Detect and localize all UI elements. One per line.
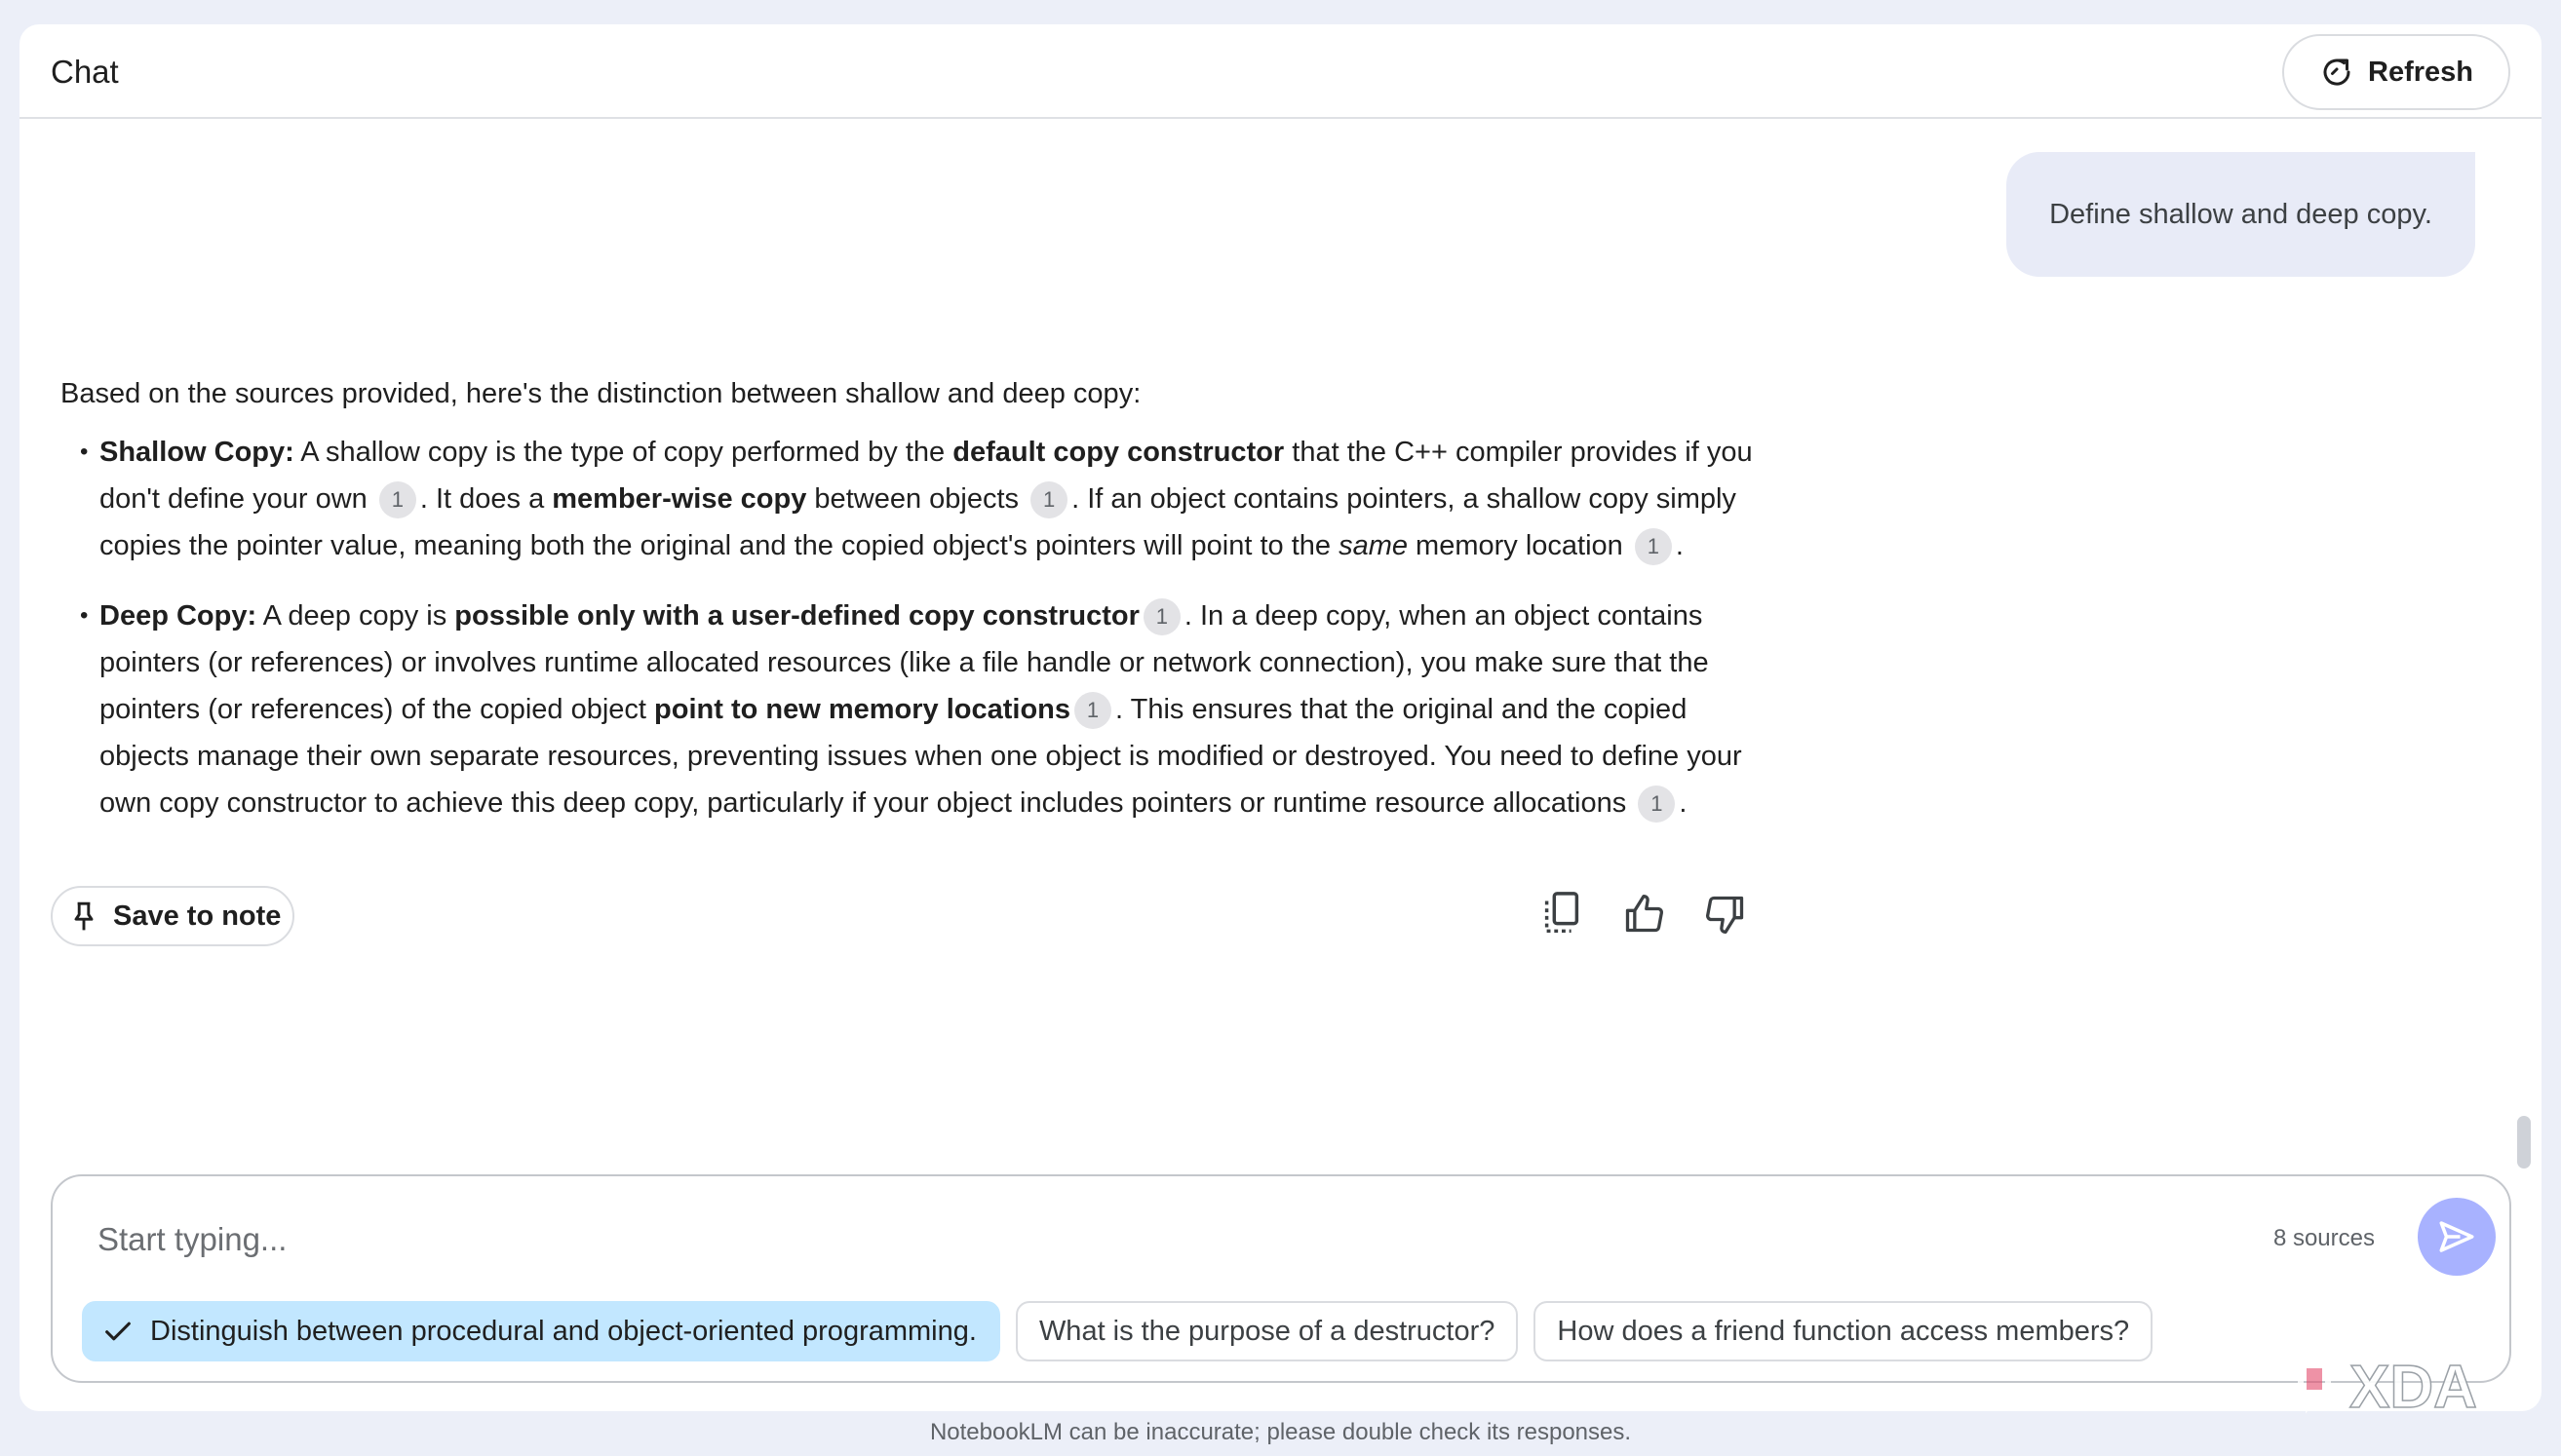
chat-header xyxy=(19,24,2542,119)
check-icon xyxy=(101,1315,135,1348)
suggestion-label: Distinguish between procedural and object-oriented programming. xyxy=(150,1315,977,1347)
thumbs-up-icon[interactable] xyxy=(1622,890,1665,939)
save-to-note-button[interactable] xyxy=(51,886,294,946)
suggestion-chips xyxy=(82,1301,2153,1361)
chat-title: Chat xyxy=(51,54,119,90)
suggestion-chip-friend-function[interactable] xyxy=(1533,1301,2153,1361)
chat-scrollbar-thumb[interactable] xyxy=(2517,1116,2531,1169)
suggestion-chip-procedural-vs-oop[interactable] xyxy=(82,1301,1000,1361)
shallow-copy-item: • Shallow Copy: A shallow copy is the type of copy performed by the default copy constructor that the C++ compiler provides if you don't define your own 1 . It does a member-wise copy between objects 1 . If an object contains pointers, a shallow copy simply copies the pointer value, meaning both the original and the copied object's pointers will point to the same memory location 1 . xyxy=(60,429,1776,569)
xda-watermark-logo xyxy=(2293,1351,2537,1429)
send-icon xyxy=(2436,1216,2477,1257)
response-actions xyxy=(1540,890,1747,939)
chat-input[interactable] xyxy=(96,1209,2147,1270)
save-to-note-label: Save to note xyxy=(113,900,282,932)
suggestion-chip-destructor[interactable] xyxy=(1016,1301,1518,1361)
refresh-label: Refresh xyxy=(2368,56,2473,88)
user-message-text: Define shallow and deep copy. xyxy=(2049,198,2432,230)
citation-chip[interactable]: 1 xyxy=(1144,598,1181,635)
thumbs-down-icon[interactable] xyxy=(1704,890,1747,939)
deep-copy-item: • Deep Copy: A deep copy is possible only with a user-defined copy constructor 1 . In a deep copy, when an object contains pointers (or references) or involves runtime allocated resources (like a file handle or network connection), you make sure that the pointers (or references) of the copied object point to new memory locations 1 . This ensures that the original and the copied objects manage their own separate resources, preventing issues when one object is modified or destroyed. You need to define your own copy constructor to achieve this deep copy, particularly if your object includes pointers or runtime resource allocations 1 . xyxy=(60,593,1776,826)
citation-chip[interactable]: 1 xyxy=(1635,528,1672,565)
citation-chip[interactable]: 1 xyxy=(1030,481,1067,518)
chat-panel xyxy=(19,24,2542,1411)
assistant-response xyxy=(60,370,1776,850)
copy-icon[interactable] xyxy=(1540,890,1583,939)
user-message-bubble xyxy=(2006,152,2475,277)
shallow-copy-term: Shallow Copy: xyxy=(99,437,294,468)
suggestion-label: What is the purpose of a destructor? xyxy=(1038,1315,1495,1347)
refresh-icon xyxy=(2319,55,2354,90)
deep-copy-term: Deep Copy: xyxy=(99,600,257,632)
citation-chip[interactable]: 1 xyxy=(1638,785,1675,823)
suggestion-label: How does a friend function access members? xyxy=(1557,1315,2130,1347)
response-list xyxy=(60,429,1776,826)
send-button[interactable] xyxy=(2418,1198,2496,1276)
sources-count: 8 sources xyxy=(2272,1225,2375,1251)
citation-chip[interactable]: 1 xyxy=(1074,692,1111,729)
pin-icon xyxy=(70,900,97,932)
response-intro: Based on the sources provided, here's the distinction between shallow and deep copy: xyxy=(60,378,1142,409)
citation-chip[interactable]: 1 xyxy=(379,481,416,518)
svg-text:XDA: XDA xyxy=(2349,1354,2477,1421)
disclaimer-text: NotebookLM can be inaccurate; please double check its responses. xyxy=(929,1419,1632,1445)
refresh-button[interactable] xyxy=(2282,34,2510,110)
chat-composer xyxy=(51,1174,2511,1383)
